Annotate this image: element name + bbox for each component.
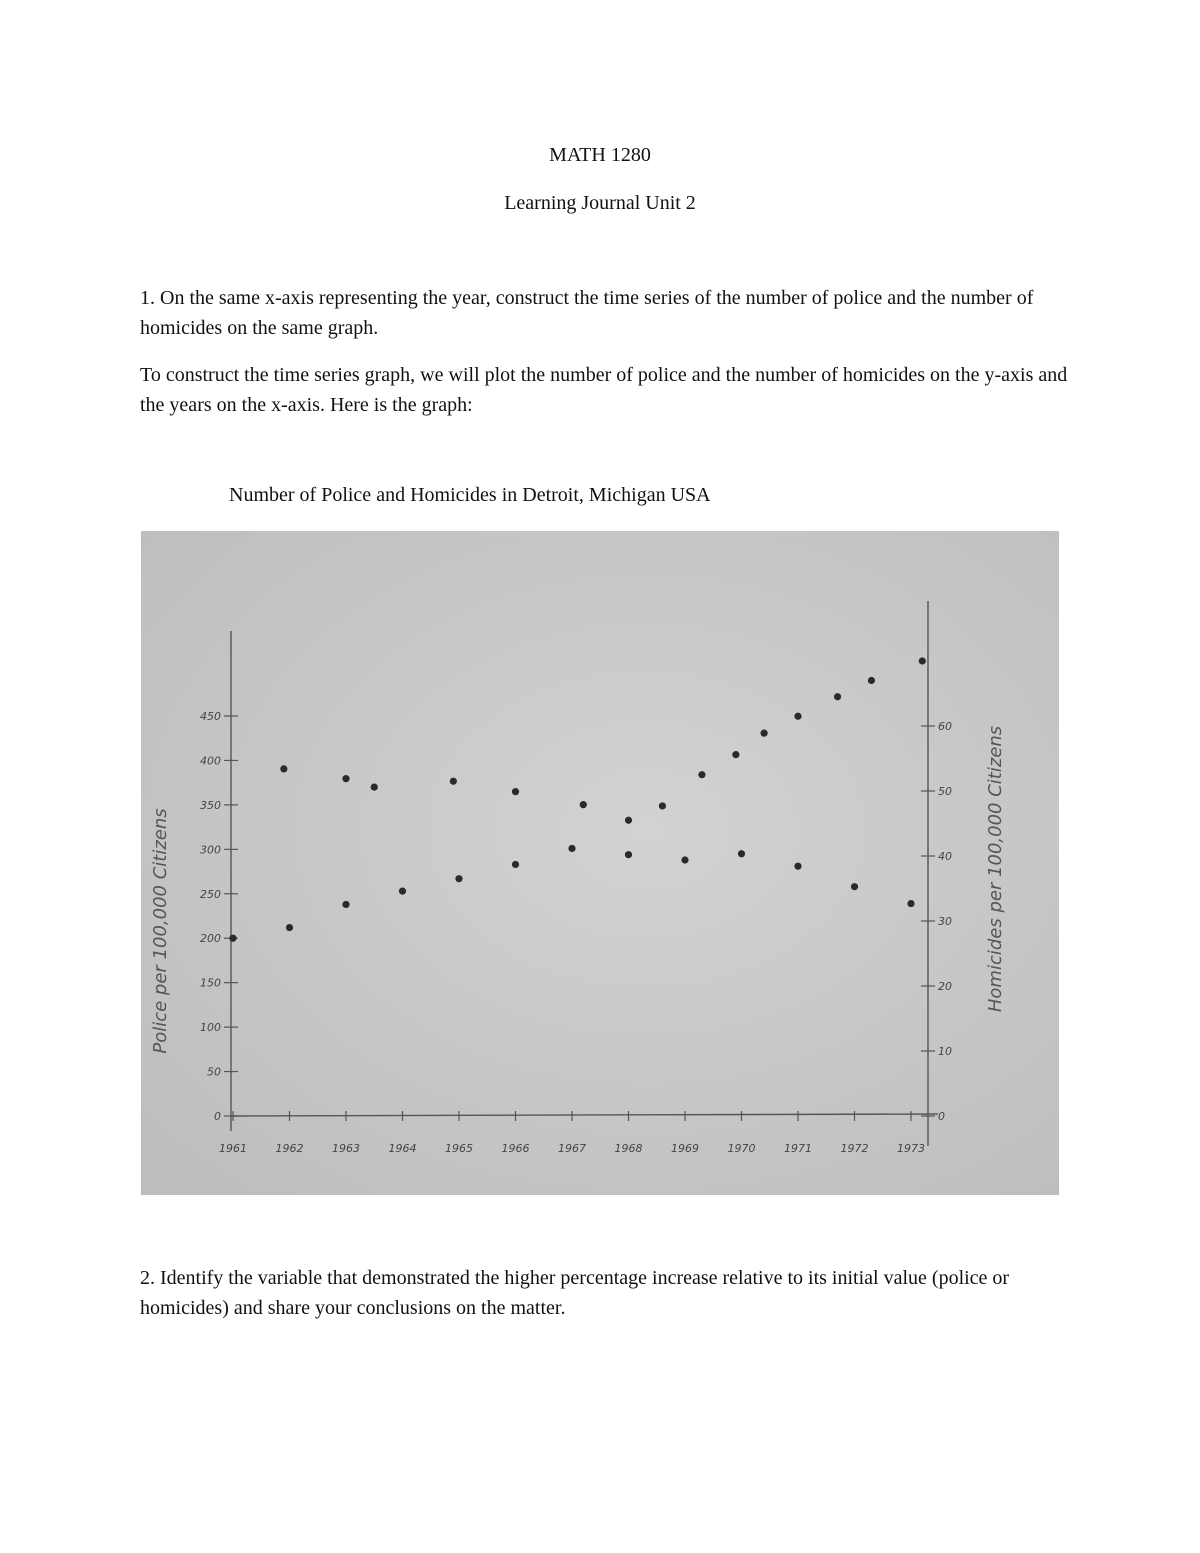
left-y-tick-label: 150 bbox=[200, 976, 221, 990]
police-point bbox=[738, 850, 745, 857]
question-2: 2. Identify the variable that demonstrated the higher percentage increase relative to its initial value (police or homicides) and share your conclusions on the matter. bbox=[140, 1267, 1010, 1319]
x-tick-label: 1963 bbox=[332, 1142, 360, 1155]
homicides-point bbox=[659, 802, 666, 809]
homicides-point bbox=[371, 784, 378, 791]
left-y-tick-label: 200 bbox=[200, 932, 221, 946]
right-y-tick-label: 20 bbox=[938, 980, 952, 993]
police-point bbox=[794, 863, 801, 870]
right-y-tick-label: 0 bbox=[938, 1110, 945, 1123]
assignment-title: Learning Journal Unit 2 bbox=[504, 192, 696, 214]
homicides-point bbox=[580, 801, 587, 808]
x-tick-label: 1961 bbox=[219, 1142, 247, 1155]
x-tick-label: 1964 bbox=[388, 1142, 417, 1155]
x-tick-label: 1965 bbox=[445, 1142, 473, 1155]
x-tick-label: 1973 bbox=[897, 1142, 925, 1155]
homicides-point bbox=[761, 730, 768, 737]
homicides-point bbox=[834, 693, 841, 700]
right-y-tick-label: 60 bbox=[938, 720, 952, 733]
hand-drawn-chart-photo bbox=[141, 531, 1059, 1195]
left-y-tick-label: 400 bbox=[200, 754, 221, 768]
police-point bbox=[568, 845, 575, 852]
course-title: MATH 1280 bbox=[549, 144, 651, 166]
left-y-tick-label: 50 bbox=[207, 1065, 221, 1079]
police-point bbox=[851, 883, 858, 890]
left-y-tick-label: 450 bbox=[200, 710, 221, 723]
police-point bbox=[229, 935, 236, 942]
police-point bbox=[342, 901, 349, 908]
homicides-point bbox=[794, 713, 801, 720]
x-tick-label: 1967 bbox=[558, 1142, 586, 1155]
police-point bbox=[625, 851, 632, 858]
answer-1: To construct the time series graph, we will plot the number of police and the number of homicides on the y-axis and the years on the x-axis. Here is the graph: bbox=[140, 364, 1068, 416]
x-tick-label: 1969 bbox=[671, 1142, 699, 1155]
left-y-tick-label: 0 bbox=[214, 1110, 221, 1123]
right-y-tick-label: 40 bbox=[938, 850, 952, 863]
x-tick-label: 1966 bbox=[501, 1142, 530, 1155]
x-tick-label: 1972 bbox=[840, 1142, 869, 1155]
homicides-point bbox=[512, 788, 519, 795]
homicides-point bbox=[280, 765, 287, 772]
homicides-point bbox=[919, 657, 926, 664]
x-tick-label: 1970 bbox=[727, 1142, 756, 1155]
paper-background bbox=[141, 531, 1059, 1195]
police-point bbox=[399, 888, 406, 895]
left-y-tick-label: 250 bbox=[200, 887, 221, 901]
x-tick-label: 1971 bbox=[784, 1142, 812, 1155]
police-point bbox=[512, 861, 519, 868]
chart-title: Number of Police and Homicides in Detroit, Michigan USA bbox=[229, 484, 711, 506]
x-tick-label: 1962 bbox=[275, 1142, 304, 1155]
police-point bbox=[286, 924, 293, 931]
police-point bbox=[907, 900, 914, 907]
homicides-point bbox=[450, 778, 457, 785]
right-y-tick-label: 50 bbox=[938, 785, 952, 798]
homicides-point bbox=[625, 817, 632, 824]
right-y-tick-label: 10 bbox=[938, 1045, 952, 1058]
homicides-point bbox=[732, 751, 739, 758]
left-y-tick-label: 350 bbox=[200, 798, 221, 812]
left-y-axis-title: Police per 100,000 Citizens bbox=[150, 808, 171, 1054]
police-point bbox=[681, 856, 688, 863]
homicides-point bbox=[868, 677, 875, 684]
chart-svg bbox=[141, 531, 1059, 1195]
left-y-tick-label: 300 bbox=[200, 843, 221, 857]
question-1: 1. On the same x-axis representing the year, construct the time series of the number of police and the number of homicides on the same graph. bbox=[140, 287, 1034, 339]
right-y-axis-title: Homicides per 100,000 Citizens bbox=[985, 725, 1006, 1013]
left-y-tick-label: 100 bbox=[200, 1021, 221, 1035]
x-tick-label: 1968 bbox=[614, 1142, 643, 1155]
right-y-tick-label: 30 bbox=[938, 915, 952, 928]
police-point bbox=[455, 875, 462, 882]
homicides-point bbox=[342, 775, 349, 782]
homicides-point bbox=[698, 771, 705, 778]
